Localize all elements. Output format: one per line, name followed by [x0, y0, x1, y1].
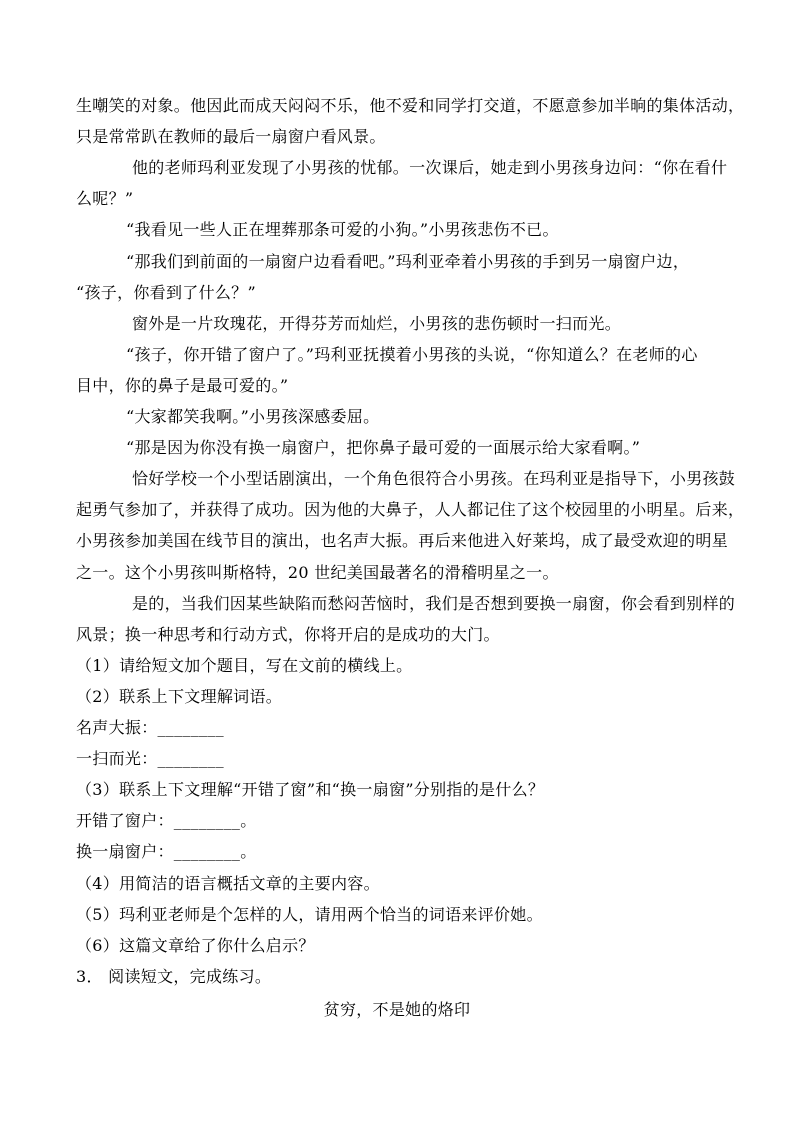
question-line: （5）玛利亚老师是个怎样的人，请用两个恰当的词语来评价她。	[76, 905, 543, 924]
paragraph-line: “孩子，你开错了窗户了。”玛利亚抚摸着小男孩的头说，“你知道么？在老师的心	[126, 345, 698, 364]
paragraph-line: “孩子，你看到了什么？”	[76, 283, 256, 302]
paragraph-line: 起勇气参加了，并获得了成功。因为他的大鼻子，人人都记住了这个校园里的小明星。后来，	[76, 500, 745, 519]
paragraph-line: “我看见一些人正在埋葬那条可爱的小狗。”小男孩悲伤不已。	[126, 220, 559, 239]
paragraph-line: 风景；换一种思考和行动方式，你将开启的是成功的大门。	[76, 625, 500, 644]
passage-title: 贫穷，不是她的烙印	[323, 1000, 471, 1019]
paragraph-line: 窗外是一片玫瑰花，开得芬芳而灿烂，小男孩的悲伤顿时一扫而光。	[132, 314, 622, 333]
paragraph-line: 他的老师玛利亚发现了小男孩的忧郁。一次课后，她走到小男孩身边问：“你在看什	[132, 158, 728, 177]
paragraph-line: 小男孩参加美国在线节目的演出，也名声大振。再后来他进入好莱坞，成了最受欢迎的明星	[76, 531, 729, 550]
paragraph-line: 么呢？”	[76, 189, 134, 208]
question-line: （3）联系上下文理解“开错了窗”和“换一扇窗”分别指的是什么？	[76, 780, 545, 799]
question-line: （1）请给短文加个题目，写在文前的横线上。	[76, 656, 413, 675]
paragraph-line: “那我们到前面的一扇窗户边看看吧。”玛利亚牵着小男孩的手到另一扇窗户边，	[126, 252, 690, 271]
paragraph-line: 目中，你的鼻子是最可爱的。”	[76, 376, 289, 395]
answer-line: 换一扇窗户：________。	[76, 842, 257, 861]
answer-line: 开错了窗户：________。	[76, 811, 257, 830]
question-line: （2）联系上下文理解词语。	[76, 687, 283, 706]
question-line: （6）这篇文章给了你什么启示？	[76, 936, 315, 955]
paragraph-line: 之一。这个小男孩叫斯格特，20 世纪美国最著名的滑稽明星之一。	[76, 563, 559, 582]
paragraph-line: “大家都笑我啊。”小男孩深感委屈。	[126, 407, 380, 426]
paragraph-line: 是的，当我们因某些缺陷而愁闷苦恼时，我们是否想到要换一扇窗，你会看到别样的	[132, 594, 736, 613]
paragraph-line: “那是因为你没有换一扇窗户，把你鼻子最可爱的一面展示给大家看啊。”	[126, 438, 641, 457]
paragraph-line: 只是常常趴在教师的最后一扇窗户看风景。	[76, 127, 386, 146]
paragraph-line: 恰好学校一个小型话剧演出，一个角色很符合小男孩。在玛利亚是指导下，小男孩鼓	[132, 469, 736, 488]
answer-line: 名声大振：________	[76, 718, 224, 737]
paragraph-line: 生嘲笑的对象。他因此而成天闷闷不乐，他不爱和同学打交道，不愿意参加半晌的集体活动，	[76, 96, 745, 115]
answer-line: 一扫而光：________	[76, 749, 224, 768]
question-line: （4）用简洁的语言概括文章的主要内容。	[76, 874, 380, 893]
section-heading: 3． 阅读短文，完成练习。	[76, 967, 272, 986]
